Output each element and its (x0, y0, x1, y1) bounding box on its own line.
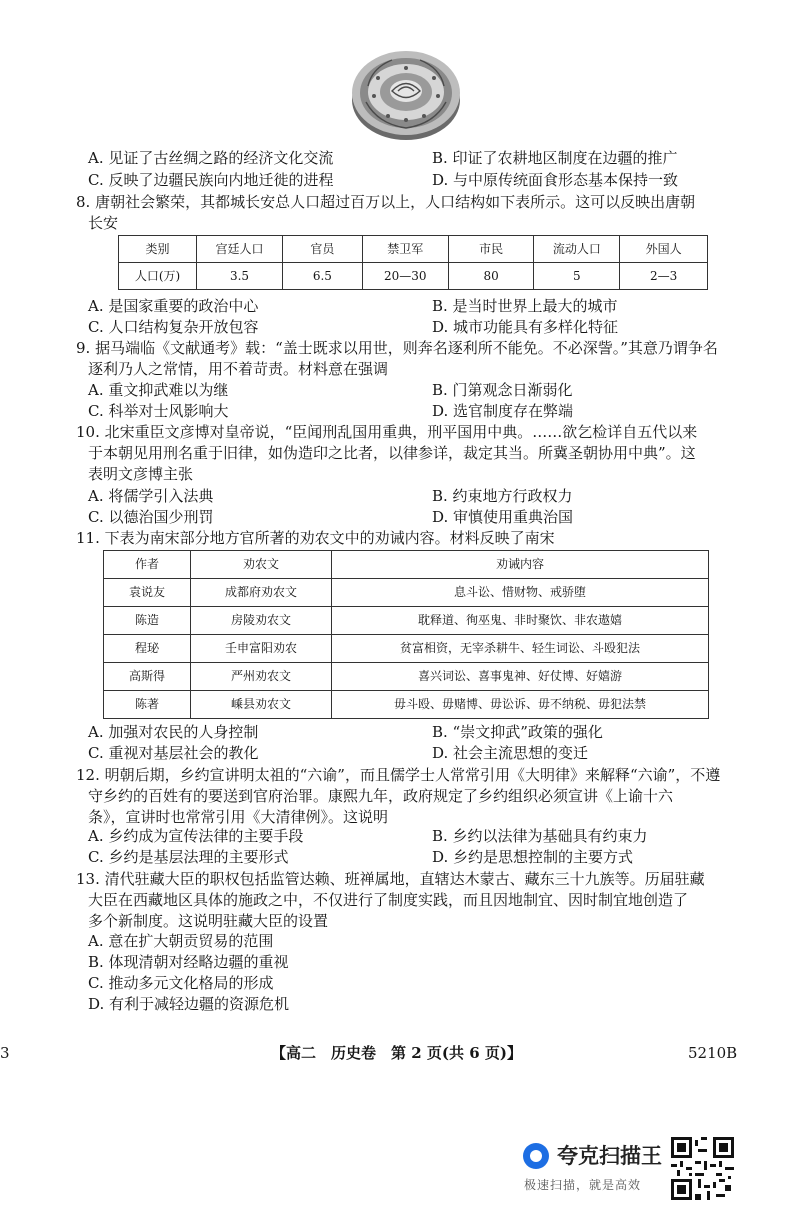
q11-content-cell: 息斗讼、惜财物、戒骄堕 (332, 579, 709, 607)
q9-option-d[interactable]: D. 选官制度存在弊端 (432, 402, 574, 420)
q12-stem-line1: 12. 明朝后期，乡约宣讲明太祖的“六谕”，而且儒学士人常常引用《大明律》来解释“六谕”，不遵 (76, 766, 721, 784)
q13-option-c-row (88, 973, 748, 994)
q7-option-d[interactable]: D. 与中原传统面食形态基本保持一致 (432, 171, 679, 189)
q10-stem-line2: 于本朝见用刑名重于旧律，如伪造印之比者，以律参详，裁定其当。所冀圣朝协用中典”。这 (88, 444, 696, 462)
artifact-photo (348, 38, 462, 148)
q13-option-d-row (88, 994, 748, 1015)
q9-options-row1 (88, 380, 748, 401)
q8-header-cell: 流动人口 (534, 236, 620, 263)
q13-stem-line2: 大臣在西藏地区具体的施政之中，不仅进行了制度实践，而且因地制宜、因时制宜地创造了 (88, 891, 689, 909)
q8-data-cell: 20—30 (362, 263, 448, 290)
scanner-watermark (523, 1139, 663, 1199)
q12-stem-line2: 守乡约的百姓有的要送到官府治罪。康熙九年，政府规定了乡约组织必须宣讲《上谕十六 (88, 787, 674, 805)
qr-code-icon (671, 1137, 734, 1200)
question-11 (76, 528, 742, 549)
q7-option-c[interactable]: C. 反映了边疆民族向内地迁徙的进程 (88, 171, 334, 189)
q13-option-a[interactable]: A. 意在扩大朝贡贸易的范围 (88, 932, 274, 950)
q8-options-row2 (88, 317, 748, 338)
q9-option-a[interactable]: A. 重文抑武难以为继 (88, 381, 229, 399)
q8-header-cell: 禁卫军 (362, 236, 448, 263)
q11-author-cell: 高斯得 (104, 663, 191, 691)
q13-stem-line3: 多个新制度。这说明驻藏大臣的设置 (88, 912, 329, 930)
q9-option-c[interactable]: C. 科举对士风影响大 (88, 402, 229, 420)
q11-header-cell: 劝农文 (191, 551, 332, 579)
q11-content-cell: 毋斗殴、毋赌博、毋讼诉、毋不纳税、毋犯法禁 (332, 691, 709, 719)
q12-option-a[interactable]: A. 乡约成为宣传法律的主要手段 (88, 827, 304, 845)
q11-author-cell: 程珌 (104, 635, 191, 663)
q8-data-cell: 人口(万) (119, 263, 197, 290)
q10-option-b[interactable]: B. 约束地方行政权力 (432, 487, 573, 505)
table-row (104, 663, 709, 691)
q11-title-cell: 成都府劝农文 (191, 579, 332, 607)
question-10 (76, 422, 742, 485)
q8-data-cell: 3.5 (197, 263, 283, 290)
q11-author-cell: 陈造 (104, 607, 191, 635)
question-13 (76, 869, 742, 932)
q8-option-c[interactable]: C. 人口结构复杂开放包容 (88, 318, 259, 336)
q9-options-row2 (88, 401, 748, 422)
q9-stem-line2: 逐利乃人之常情，用不着苛责。材料意在强调 (88, 360, 389, 378)
q11-title-cell: 嵊县劝农文 (191, 691, 332, 719)
table-row (104, 691, 709, 719)
q11-header-cell: 劝诫内容 (332, 551, 709, 579)
table-row (104, 635, 709, 663)
q11-option-d[interactable]: D. 社会主流思想的变迁 (432, 744, 589, 762)
q8-data-cell: 80 (448, 263, 534, 290)
q12-option-c[interactable]: C. 乡约是基层法理的主要形式 (88, 848, 289, 866)
q11-content-cell: 耽释道、徇巫鬼、非时聚饮、非农遨嬉 (332, 607, 709, 635)
q8-options-row1 (88, 296, 748, 317)
q8-stem-line2: 长安 (88, 214, 119, 232)
q12-options-row2 (88, 847, 748, 868)
q7-option-b[interactable]: B. 印证了农耕地区制度在边疆的推广 (432, 149, 678, 167)
q8-header-cell: 宫廷人口 (197, 236, 283, 263)
q11-stem-line1: 11. 下表为南宋部分地方官所著的劝农文中的劝诫内容。材料反映了南宋 (76, 529, 555, 547)
q11-title-cell: 房陵劝农文 (191, 607, 332, 635)
q10-options-row1 (88, 486, 748, 507)
q8-header-cell: 市民 (448, 236, 534, 263)
q13-option-a-row (88, 931, 748, 952)
q11-option-b[interactable]: B. “崇文抑武”政策的强化 (432, 723, 603, 741)
q11-option-a[interactable]: A. 加强对农民的人身控制 (88, 723, 259, 741)
q11-author-cell: 袁说友 (104, 579, 191, 607)
q12-stem-line3: 条》，宣讲时也常常引用《大清律例》。这说明 (88, 808, 389, 826)
q8-option-b[interactable]: B. 是当时世界上最大的城市 (432, 297, 618, 315)
q13-stem-line1: 13. 清代驻藏大臣的职权包括监管达赖、班禅属地，直辖达木蒙古、藏东三十九族等。历届驻藏 (76, 870, 705, 888)
scanner-brand: 夸克扫描王 (557, 1144, 662, 1168)
q11-options-row2 (88, 743, 748, 764)
q8-population-table (118, 235, 708, 290)
q11-content-cell: 贫富相资，无宰杀耕牛、轻生词讼、斗殴犯法 (332, 635, 709, 663)
q11-header-cell: 作者 (104, 551, 191, 579)
q8-header-cell: 外国人 (620, 236, 708, 263)
q10-options-row2 (88, 507, 748, 528)
q10-stem-line3: 表明文彦博主张 (88, 465, 194, 483)
q8-option-a[interactable]: A. 是国家重要的政治中心 (88, 297, 259, 315)
footer-paper-code: 5210B (688, 1044, 738, 1062)
q10-option-a[interactable]: A. 将儒学引入法典 (88, 487, 214, 505)
q13-option-d[interactable]: D. 有利于减轻边疆的资源危机 (88, 995, 290, 1013)
q7-option-a[interactable]: A. 见证了古丝绸之路的经济文化交流 (88, 149, 334, 167)
q10-option-c[interactable]: C. 以德治国少刑罚 (88, 508, 214, 526)
q12-option-d[interactable]: D. 乡约是思想控制的主要方式 (432, 848, 634, 866)
scanner-slogan: 极速扫描，就是高效 (524, 1178, 642, 1192)
question-8 (76, 192, 742, 234)
q13-option-b[interactable]: B. 体现清朝对经略边疆的重视 (88, 953, 289, 971)
q7-options-row2 (88, 170, 748, 191)
q10-stem-line1: 10. 北宋重臣文彦博对皇帝说，“臣闻刑乱国用重典，刑平国用中典。……欲乞检详自五代以来 (76, 423, 698, 441)
q11-title-cell: 严州劝农文 (191, 663, 332, 691)
footer-edge-mark: 3 (0, 1044, 10, 1062)
q12-option-b[interactable]: B. 乡约以法律为基础具有约束力 (432, 827, 648, 845)
q11-exhortation-table (103, 550, 709, 719)
q9-option-b[interactable]: B. 门第观念日渐弱化 (432, 381, 573, 399)
q11-options-row1 (88, 722, 748, 743)
q8-stem-line1: 8. 唐朝社会繁荣，其都城长安总人口超过百万以上，人口结构如下表所示。这可以反映出唐朝 (76, 193, 696, 211)
scanner-logo-icon (523, 1143, 549, 1169)
table-row (104, 579, 709, 607)
q8-header-cell: 类别 (119, 236, 197, 263)
question-9 (76, 338, 742, 380)
q8-data-cell: 2—3 (620, 263, 708, 290)
q11-option-c[interactable]: C. 重视对基层社会的教化 (88, 744, 259, 762)
q7-options-row1 (88, 148, 748, 169)
table-row (104, 607, 709, 635)
q10-option-d[interactable]: D. 审慎使用重典治国 (432, 508, 574, 526)
q13-option-b-row (88, 952, 748, 973)
q11-author-cell: 陈著 (104, 691, 191, 719)
q8-header-cell: 官员 (282, 236, 362, 263)
q8-option-d[interactable]: D. 城市功能具有多样化特征 (432, 318, 619, 336)
q13-option-c[interactable]: C. 推动多元文化格局的形成 (88, 974, 274, 992)
q12-options-row1 (88, 826, 748, 847)
q8-data-cell: 6.5 (282, 263, 362, 290)
q9-stem-line1: 9. 据马端临《文献通考》载：“盖士既求以用世，则奔名逐利所不能免。不必深訾。”其意乃谓争名 (76, 339, 718, 357)
q11-content-cell: 喜兴词讼、喜事鬼神、好仗博、好嬉游 (332, 663, 709, 691)
question-12 (76, 765, 742, 828)
footer-page-label: 【高二 历史卷 第 2 页(共 6 页)】 (271, 1044, 522, 1062)
q11-title-cell: 壬申富阳劝农 (191, 635, 332, 663)
q8-data-cell: 5 (534, 263, 620, 290)
